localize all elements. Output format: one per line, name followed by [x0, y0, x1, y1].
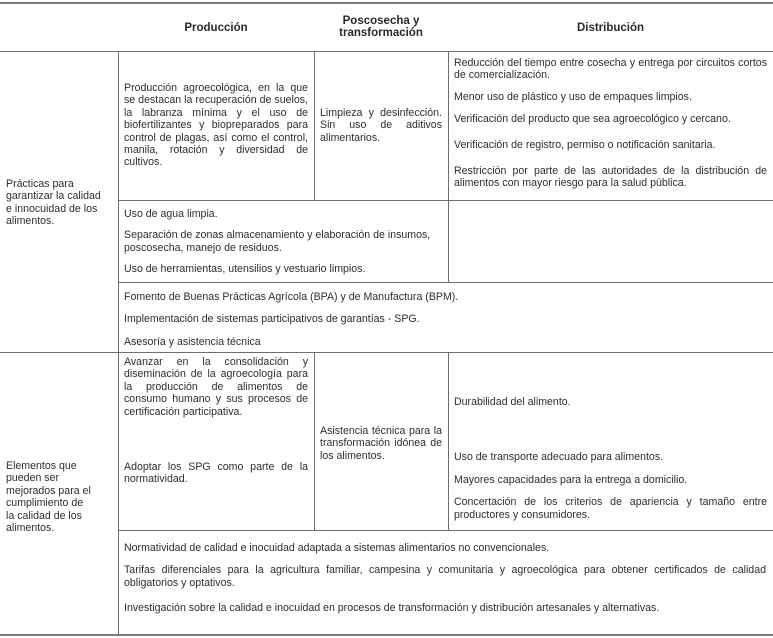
col-divider-3-row2	[448, 353, 449, 530]
label-line: la calidad de los	[6, 509, 82, 522]
cell-r2-poscosecha: Asistencia técnica para la transformación idónea de los alimentos.	[320, 425, 442, 462]
dist-item: Verificación de registro, permiso o notificación sanitaria.	[454, 138, 716, 151]
table-top-border	[0, 2, 773, 4]
row-label-practicas	[6, 178, 116, 228]
prod-item: Adoptar los SPG como parte de la normatividad.	[124, 461, 308, 486]
merged-item: Normatividad de calidad e inocuidad adaptada a sistemas alimentarios no convencionales.	[124, 542, 550, 554]
col-divider-3-row1	[448, 52, 449, 282]
cell-r1-merged-all	[124, 291, 764, 348]
row2-inner-border	[118, 530, 773, 531]
label-line: garantizar la calidad	[6, 190, 101, 203]
label-line: alimentos.	[6, 522, 55, 535]
row1-inner-border-a	[118, 200, 773, 201]
cell-r1-poscosecha: Limpieza y desinfección. Sin uso de aditivos alimentarios.	[320, 107, 442, 144]
merged-item: Asesoría y asistencia técnica	[124, 335, 261, 348]
header-produccion: Producción	[184, 22, 248, 34]
header-bottom-border	[0, 51, 773, 52]
cell-r1-produccion: Producción agroecológica, en la que se destacan la recuperación de suelos, la labranza mínima y el uso de biofertilizantes y biopreparados para control de plagas, así como el control, manila, rotación y diversidad de cultivos.	[124, 82, 308, 169]
table-bottom-border	[0, 634, 773, 636]
label-line: Prácticas para	[6, 178, 74, 190]
header-poscosecha-line1: Poscosecha y	[342, 15, 420, 27]
prod-item: Avanzar en la consolidación y diseminación de la agroecología para la producción de alimentos de consumo humano y sus procesos de certificación participativa.	[124, 356, 308, 418]
label-line: Elementos que	[6, 460, 77, 472]
dist-item: Mayores capacidades para la entrega a domicilio.	[454, 473, 688, 486]
cell-r2-produccion	[124, 356, 308, 486]
dist-item: Concertación de los criterios de apariencia y tamaño entre productores y consumidores.	[454, 496, 767, 521]
dist-item: Verificación del producto que sea agroecológico y cercano.	[454, 113, 731, 126]
col-divider-2-row1	[314, 52, 315, 200]
dist-item: Restricción por parte de las autoridades de la distribución de alimentos con mayor riesgo para la salud pública.	[454, 165, 767, 190]
label-line: e innocuidad de los	[6, 202, 98, 215]
row1-inner-border-b	[118, 282, 773, 283]
cell-r2-distribucion	[454, 396, 767, 521]
merged-item: Fomento de Buenas Prácticas Agrícola (BPA) y de Manufactura (BPM).	[124, 291, 459, 303]
dist-item: Menor uso de plástico y uso de empaques limpios.	[454, 90, 692, 103]
header-poscosecha-line2: transformación	[339, 27, 423, 39]
cell-r1-distribucion	[454, 57, 767, 190]
label-line: mejorados para el	[6, 484, 91, 497]
dist-item: Durabilidad del alimento.	[454, 396, 571, 408]
merged-item: Uso de agua limpia.	[124, 208, 218, 220]
label-line: pueden ser	[6, 472, 60, 485]
dist-item: Uso de transporte adecuado para alimentos.	[454, 451, 664, 464]
merged-item: Separación de zonas almacenamiento y elaboración de insumos, poscosecha, manejo de residuos.	[124, 229, 431, 254]
label-line: alimentos.	[6, 215, 55, 228]
row-label-elementos	[6, 460, 116, 534]
row-separator	[0, 352, 773, 353]
header-distribucion: Distribución	[576, 22, 645, 34]
label-line: cumplimiento de	[6, 497, 84, 510]
header-poscosecha	[314, 15, 448, 39]
dist-item: Reducción del tiempo entre cosecha y entrega por circuitos cortos de comercialización.	[454, 57, 767, 82]
col-divider-1	[118, 52, 119, 634]
cell-r2-merged-all	[124, 542, 766, 615]
merged-item: Tarifas diferenciales para la agricultura familiar, campesina y comunitaria y agroecológica para obtener certificados de calidad obligatorios y optativos.	[124, 564, 766, 589]
col-divider-2-row2	[314, 353, 315, 530]
merged-item: Implementación de sistemas participativos de garantías - SPG.	[124, 313, 420, 326]
cell-r1-merged-prod-pos	[124, 208, 444, 276]
merged-item: Investigación sobre la calidad e inocuidad en procesos de transformación y distribución artesanales y alternativas.	[124, 602, 660, 615]
merged-item: Uso de herramientas, utensilios y vestuario limpios.	[124, 263, 366, 276]
